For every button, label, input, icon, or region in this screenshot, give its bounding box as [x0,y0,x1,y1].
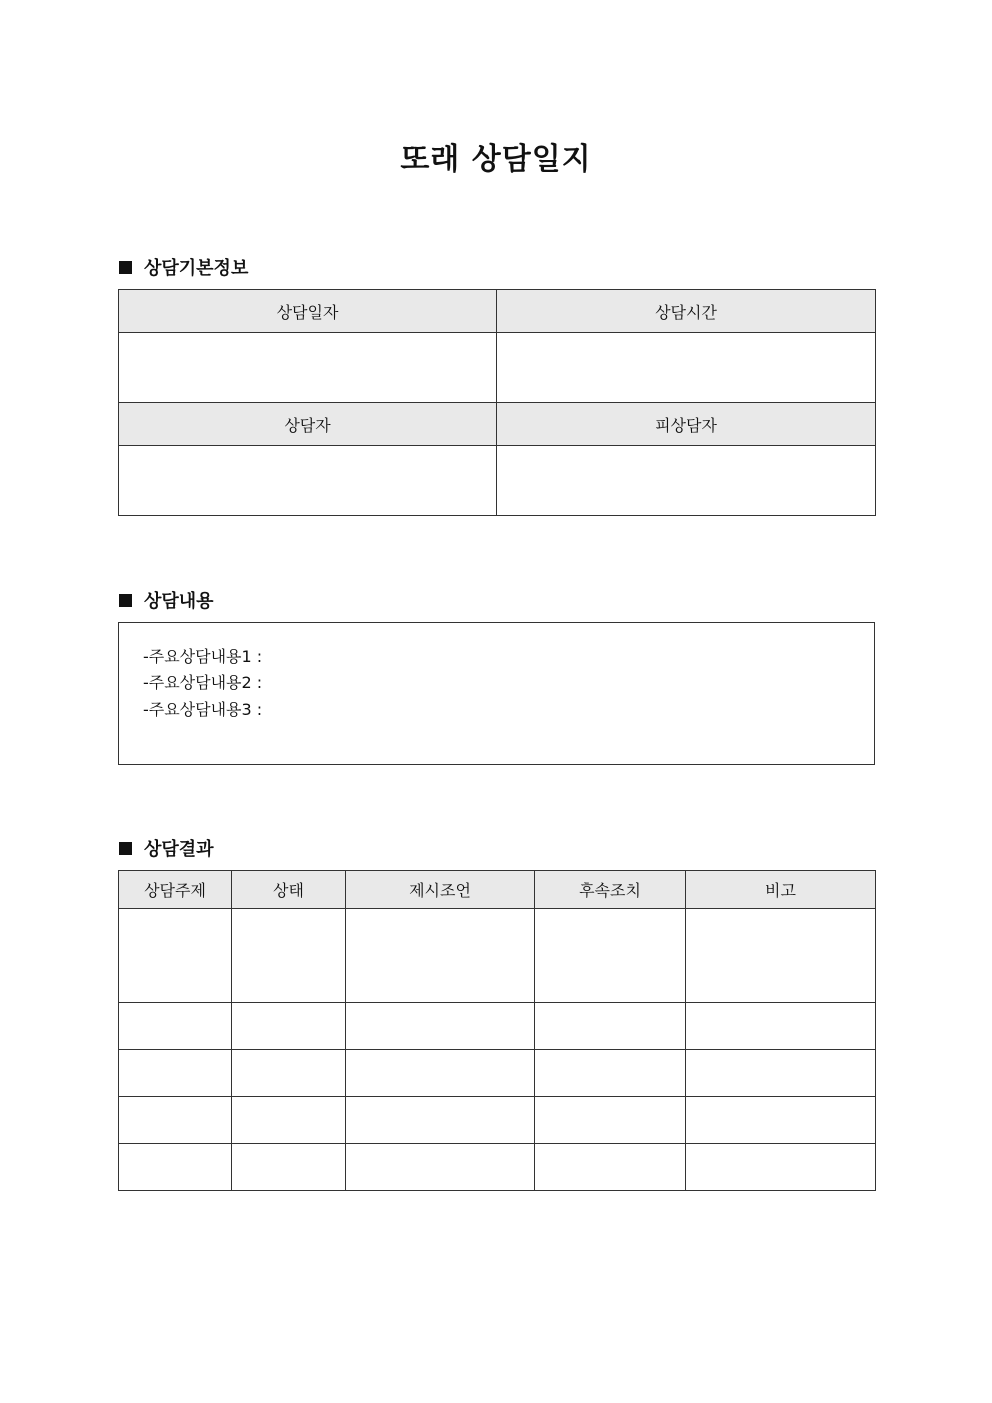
table-row [119,1050,876,1097]
table-cell[interactable] [346,909,535,1003]
section-heading-basic-label: 상담기본정보 [144,258,249,279]
table-cell[interactable] [232,909,346,1003]
consult-date-field[interactable] [119,333,497,403]
header-advice: 제시조언 [346,871,535,909]
table-row [119,446,876,516]
header-counselor: 상담자 [119,403,497,446]
header-topic: 상담주제 [119,871,232,909]
table-cell[interactable] [119,1050,232,1097]
table-cell[interactable] [346,1144,535,1191]
table-cell[interactable] [686,1144,876,1191]
table-cell[interactable] [535,1097,686,1144]
square-bullet-icon [119,594,132,607]
counselee-field[interactable] [497,446,876,516]
table-cell[interactable] [232,1050,346,1097]
table-cell[interactable] [686,909,876,1003]
table-row [119,1003,876,1050]
header-remarks: 비고 [686,871,876,909]
table-cell[interactable] [346,1097,535,1144]
content-line-3: -주요상담내용3 : [143,700,263,719]
table-cell[interactable] [119,909,232,1003]
table-cell[interactable] [232,1097,346,1144]
table-cell[interactable] [535,909,686,1003]
square-bullet-icon [119,261,132,274]
table-row [119,333,876,403]
table-cell[interactable] [535,1003,686,1050]
section-heading-content-label: 상담내용 [144,591,214,612]
table-cell[interactable] [119,1144,232,1191]
header-status: 상태 [232,871,346,909]
table-header-row [119,290,876,333]
section-heading-result-label: 상담결과 [144,839,214,860]
table-cell[interactable] [346,1003,535,1050]
content-line-1: -주요상담내용1 : [143,647,263,666]
section-heading-result [119,835,214,861]
table-row [119,909,876,1003]
table-cell[interactable] [232,1144,346,1191]
section-heading-content [119,587,214,613]
header-followup: 후속조치 [535,871,686,909]
table-cell[interactable] [686,1050,876,1097]
table-cell[interactable] [535,1050,686,1097]
table-header-row [119,403,876,446]
table-header-row [119,871,876,909]
table-row [119,1097,876,1144]
table-cell[interactable] [346,1050,535,1097]
table-cell[interactable] [535,1144,686,1191]
header-counselee: 피상담자 [497,403,876,446]
header-consult-date: 상담일자 [119,290,497,333]
page-title: 또래 상담일지 [400,142,592,177]
basic-info-table [118,289,876,516]
consult-content-box[interactable] [118,622,875,765]
table-cell[interactable] [686,1003,876,1050]
consult-time-field[interactable] [497,333,876,403]
table-cell[interactable] [686,1097,876,1144]
table-cell[interactable] [119,1003,232,1050]
table-row [119,1144,876,1191]
section-heading-basic [119,254,248,280]
content-line-2: -주요상담내용2 : [143,673,263,692]
table-cell[interactable] [119,1097,232,1144]
counselor-field[interactable] [119,446,497,516]
result-table [118,870,876,1191]
table-cell[interactable] [232,1003,346,1050]
header-consult-time: 상담시간 [497,290,876,333]
square-bullet-icon [119,842,132,855]
